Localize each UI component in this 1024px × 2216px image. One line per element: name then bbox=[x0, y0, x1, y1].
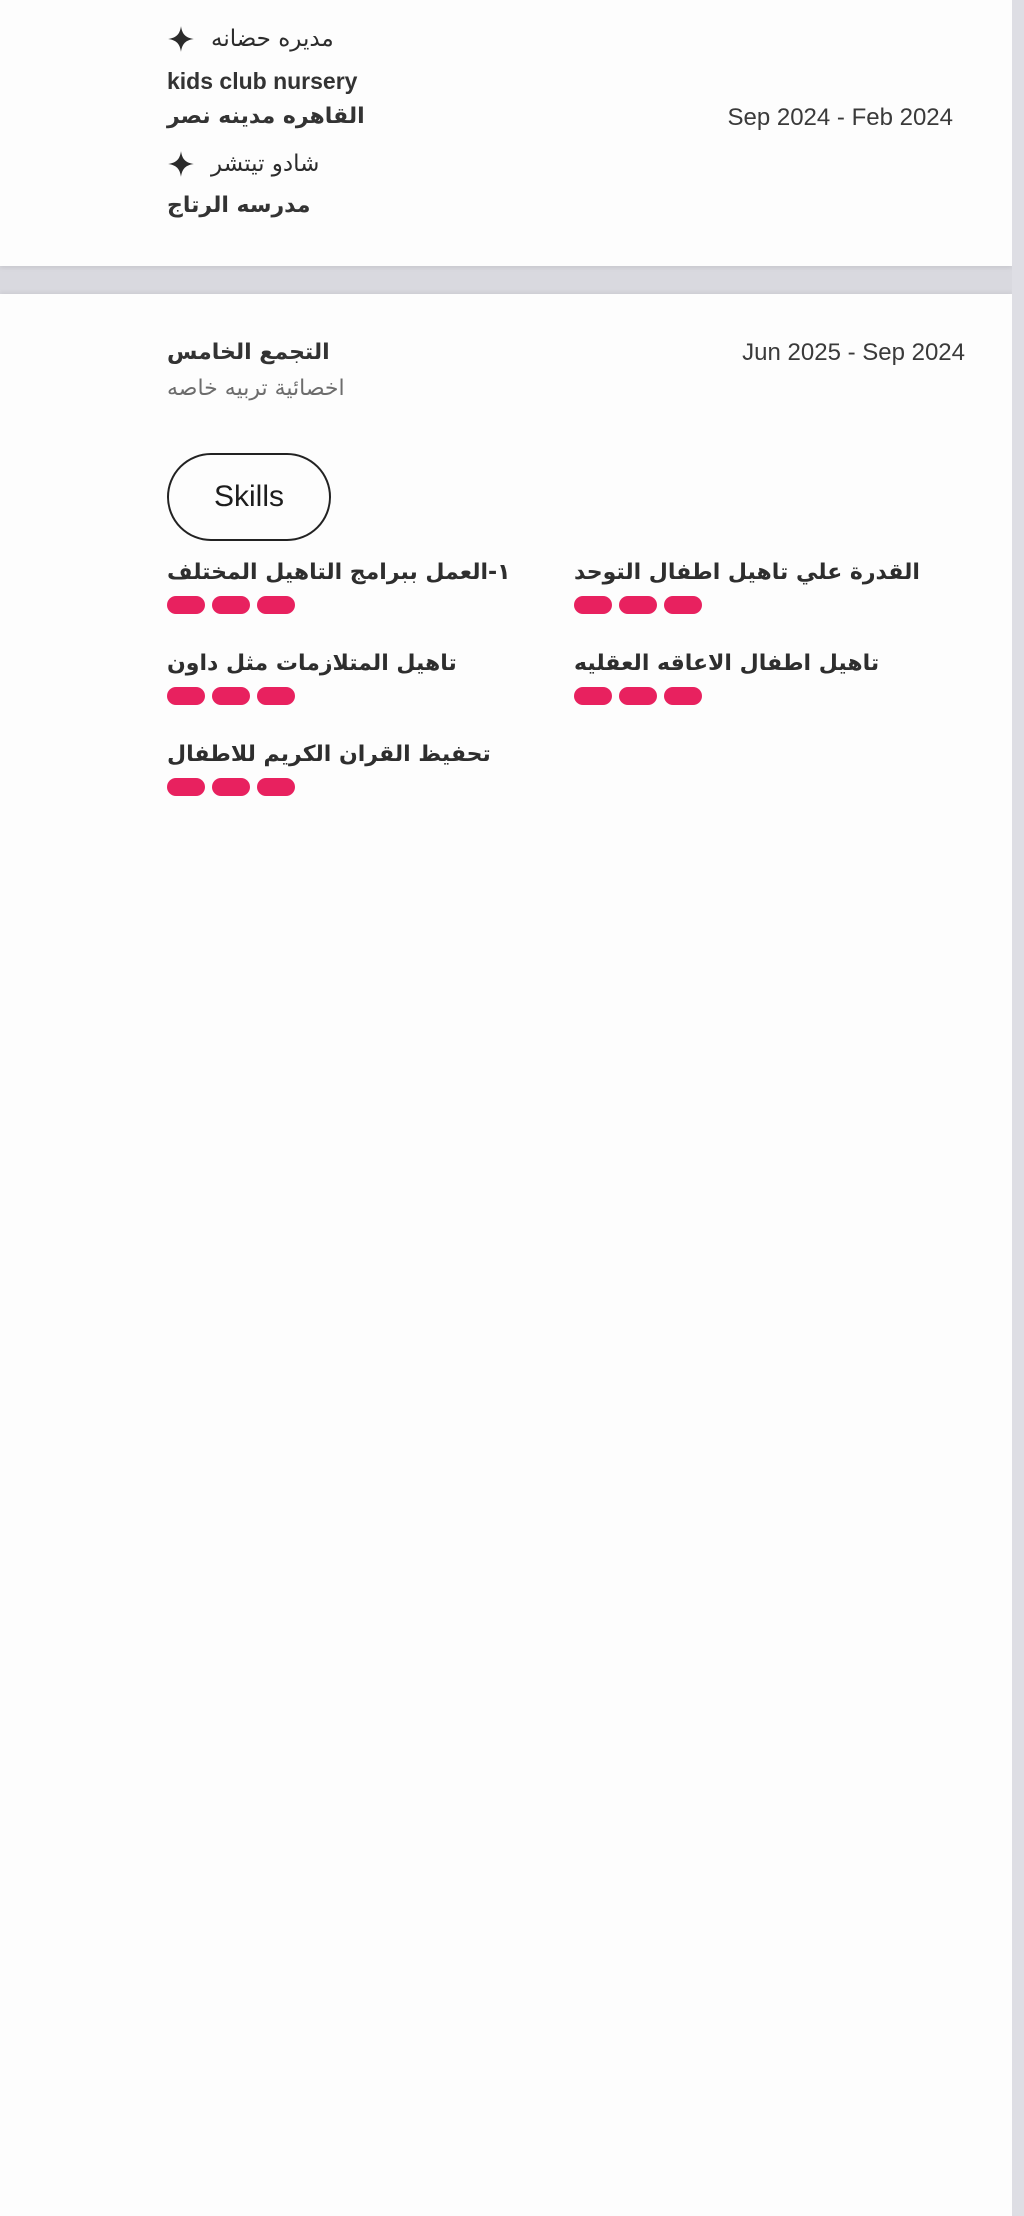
skill-level-dot bbox=[257, 596, 295, 614]
organization-location: القاهره مدينه نصر bbox=[167, 104, 365, 129]
skill-label: تاهيل اطفال الاعاقه العقليه bbox=[574, 651, 880, 676]
experience-location: التجمع الخامس bbox=[167, 340, 330, 365]
skill-level bbox=[167, 596, 511, 614]
skill-label: ١-العمل ببرامج التاهيل المختلف bbox=[167, 560, 511, 585]
sparkle-icon bbox=[167, 150, 195, 178]
skill-level-dot bbox=[619, 687, 657, 705]
date-range: Jun 2025 - Sep 2024 bbox=[742, 339, 965, 366]
skill-level-dot bbox=[574, 687, 612, 705]
skill-item bbox=[167, 560, 511, 614]
experience-role-2 bbox=[167, 150, 319, 178]
skill-item bbox=[167, 742, 491, 796]
skill-level-dot bbox=[167, 687, 205, 705]
skill-level-dot bbox=[619, 596, 657, 614]
resume-page-1 bbox=[0, 0, 1012, 266]
skill-level-dot bbox=[212, 778, 250, 796]
skill-label: تحفيظ القران الكريم للاطفال bbox=[167, 742, 491, 767]
skill-level-dot bbox=[257, 778, 295, 796]
skill-item bbox=[574, 560, 920, 614]
skill-item bbox=[167, 651, 457, 705]
skill-level-dot bbox=[167, 596, 205, 614]
skill-level-dot bbox=[574, 596, 612, 614]
skill-level-dot bbox=[167, 778, 205, 796]
skill-level-dot bbox=[212, 687, 250, 705]
skill-label: تاهيل المتلازمات مثل داون bbox=[167, 651, 457, 676]
date-range: Sep 2024 - Feb 2024 bbox=[727, 104, 953, 131]
skill-level-dot bbox=[212, 596, 250, 614]
role-title: مديره حضانه bbox=[211, 26, 334, 52]
skill-level bbox=[167, 778, 491, 796]
experience-role-1 bbox=[167, 25, 334, 53]
organization-name: kids club nursery bbox=[167, 68, 358, 94]
skill-level-dot bbox=[664, 687, 702, 705]
skill-item bbox=[574, 651, 879, 705]
skill-level-dot bbox=[257, 687, 295, 705]
role-title: شادو تيتشر bbox=[211, 151, 320, 177]
skill-level bbox=[167, 687, 457, 705]
skill-level bbox=[574, 687, 879, 705]
skills-heading: Skills bbox=[167, 453, 331, 541]
experience-role: اخصائية تربيه خاصه bbox=[167, 376, 345, 401]
sparkle-icon bbox=[167, 25, 195, 53]
skill-level-dot bbox=[664, 596, 702, 614]
scrollbar-gutter[interactable] bbox=[1012, 0, 1024, 2216]
skill-level bbox=[574, 596, 920, 614]
organization-name: مدرسه الرتاج bbox=[167, 193, 311, 218]
skill-label: القدرة علي تاهيل اطفال التوحد bbox=[574, 560, 920, 585]
